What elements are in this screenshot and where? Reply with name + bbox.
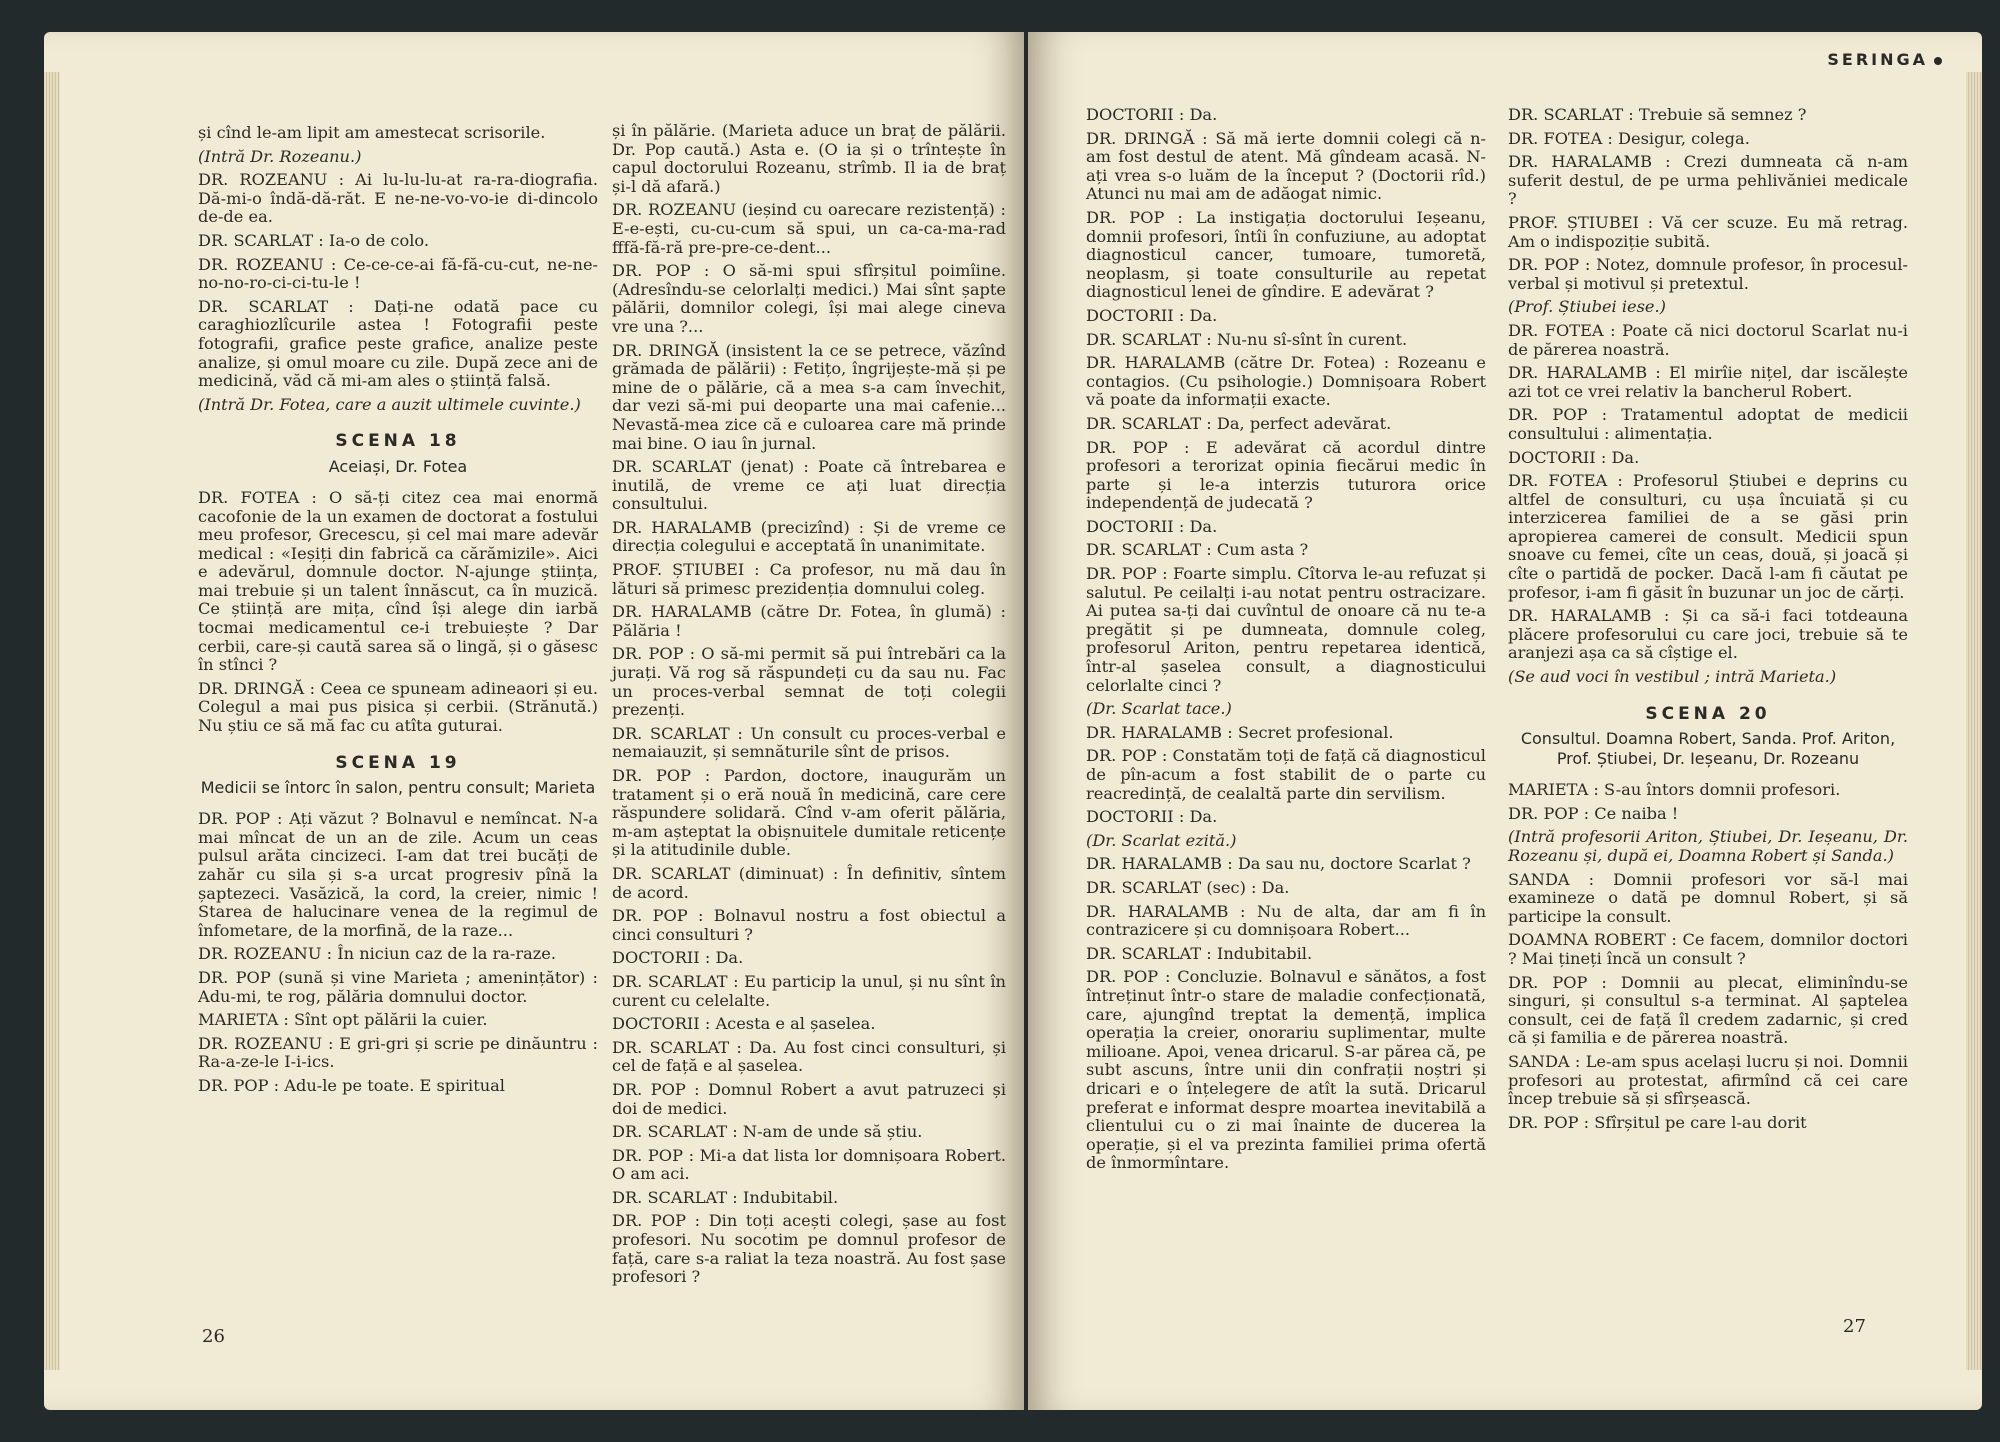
line-text: Vă cer scuze. Eu mă retrag. Am o indispoziție subită. [1508, 212, 1908, 251]
line-text: Domnii profesori vor să-l mai examineze o dată pe domnul Robert, și să participe la consult. [1508, 869, 1908, 926]
dialogue-line [612, 865, 1006, 902]
dialogue-line [1086, 518, 1486, 537]
speaker-name: DR. POP : [1086, 437, 1190, 457]
dialogue-line [198, 298, 598, 391]
speaker-name: DR. HARALAMB [612, 517, 752, 537]
line-text: Nu de alta, dar am fi în contrazicere și cu domnișoara Robert... [1086, 901, 1487, 940]
line-text: E gri-gri și scrie pe dinăuntru : Ra-a-ze-le I-i-ics. [198, 1033, 598, 1072]
right-page [1028, 32, 1982, 1410]
dialogue-line [1086, 903, 1486, 940]
line-text: Sfîrșitul pe care l-au dorit [1594, 1112, 1807, 1132]
running-head: SERINGA [1827, 50, 1942, 69]
speaker-name: DOCTORII : [612, 1014, 711, 1034]
left-page-column-1 [198, 124, 598, 1101]
dialogue-line [1086, 415, 1486, 434]
line-text: Sînt opt pălării la cuier. [294, 1010, 488, 1030]
line-text: Tratamentul adoptat de medicii consultului : alimentația. [1508, 405, 1908, 443]
dialogue-line [1086, 331, 1486, 350]
dialogue-line [1086, 354, 1486, 410]
speaker-name: DOCTORII : [1086, 105, 1185, 124]
dialogue-continuation: și cînd le-am lipit am amestecat scrisorile. [198, 123, 546, 142]
speaker-name: DR. SCARLAT : [198, 230, 324, 250]
line-text: Ai lu-lu-lu-at ra-ra-diografia. Dă-mi-o îndă-dă-răt. E ne-ne-vo-vo-ie di-dincolo de-de ea. [198, 170, 598, 227]
dialogue-line [612, 1015, 1006, 1034]
speaker-name: DOCTORII : [1508, 447, 1607, 467]
speaker-name: DR. HARALAMB : [1086, 722, 1233, 742]
dialogue-line [1086, 808, 1486, 827]
line-text: O să-ți citez cea mai enormă cacofonie de la un examen de doctorat a fostului meu profesor, Grecescu, și cel mai mare adevăr medical : «Ieșiți din fabrică ca cărămizile». Aici e adevărul, domnule doctor. N-ajunge știința, mai trebuie și un talent înnăscut, ca în muzică. Ce știință are mița, cînd își alege din iarbă tocmai medicamentul ce-i trebuiește ? Dar cerbii, care-și caută sarea să o lingă, și o găsesc în stînci ? [198, 487, 598, 675]
speaker-name: DR. SCARLAT [1086, 877, 1202, 897]
dialogue-line [1086, 106, 1486, 125]
line-text: Adu-le pe toate. E spiritual [284, 1075, 505, 1095]
speaker-name: DR. POP : [1086, 746, 1168, 766]
speaker-name: DR. FOTEA : [1508, 320, 1616, 340]
dialogue-line [1508, 322, 1908, 359]
speaker-name: DR. POP : [198, 1075, 280, 1095]
dialogue-line [198, 256, 598, 293]
line-text: E adevărat că acordul dintre profesori a terorizat opinia fiecărui medic în parte și le-a interzis tuturora orice independență de judecată ? [1086, 437, 1486, 513]
line-text: Pardon, doctore, inaugurăm un tratament și o eră nouă în medicină, care cere răspundere solidară. Cînd v-am oferit pălăria, m-am așteptat la obișnuitele dumitale reticențe și la atitudinile duble. [612, 766, 1006, 860]
speaker-name: DR. DRINGĂ [612, 340, 719, 360]
speaker-name: DR. ROZEANU : [198, 944, 333, 964]
dialogue-line [1508, 781, 1908, 800]
dialogue-line [198, 810, 598, 940]
speaker-name: DR. DRINGĂ : [198, 678, 316, 698]
line-text: (sună și vine Marieta ; amenințător) : Adu-mi, te rog, pălăria domnului doctor. [198, 967, 598, 1006]
dialogue-line [612, 1189, 1006, 1208]
dialogue-line [612, 907, 1006, 944]
dialogue-line [1086, 724, 1486, 743]
line-text: Și ca să-i faci totdeauna plăcere profesorului cu care joci, trebuie să te aranjezi așa ca să cîștige el. [1508, 606, 1909, 663]
speaker-name: DR. SCARLAT : [1086, 943, 1212, 963]
page-number-right: 27 [1843, 1316, 1866, 1337]
speaker-name: DR. POP : [612, 766, 711, 785]
dialogue-line [612, 561, 1006, 598]
dialogue-line [612, 949, 1006, 968]
line-text: Le-am spus același lucru și noi. Domnii profesori au protestat, afirmînd că cei care încep trebuie să și sfîrșească. [1508, 1051, 1908, 1109]
dialogue-line [1086, 879, 1486, 898]
speaker-name: DR. HARALAMB : [1086, 901, 1246, 921]
dialogue-line [1086, 565, 1486, 695]
line-text: Mi-a dat lista lor domnișoara Robert. O am aci. [612, 1145, 1006, 1184]
speaker-name: DR. HARALAMB [612, 602, 752, 622]
stage-direction: (Intră profesorii Ariton, Știubei, Dr. Ieșeanu, Dr. Rozeanu și, după ei, Doamna Robert și Sanda.) [1508, 827, 1908, 865]
line-text: (către Dr. Fotea, în glumă) : Pălăria ! [612, 602, 1006, 640]
speaker-name: DR. SCARLAT : [1086, 329, 1212, 349]
right-page-column-2 [1508, 106, 1908, 1137]
dialogue-line [1508, 106, 1908, 125]
dialogue-line [1086, 130, 1486, 204]
dialogue-line [1508, 256, 1908, 293]
line-text: (precizînd) : Și de vreme ce direcția colegului e acceptată în unanimitate. [612, 517, 1006, 556]
line-text: Ia-o de colo. [328, 230, 430, 250]
page-edges [44, 72, 60, 1370]
dialogue-line [612, 201, 1006, 257]
speaker-name: MARIETA : [1508, 780, 1599, 800]
line-text: Da. [1189, 807, 1218, 827]
speaker-name: DR. POP : [1086, 564, 1168, 584]
speaker-name: DR. HARALAMB : [1508, 152, 1671, 172]
line-text: Concluzie. Bolnavul e sănătos, a fost întreținut într-o stare de maladie confecționată, care, ajungînd treptat la demență, implica operația la creier, onorariu suplimentar, multe milioane. Apoi, venea dricarul. S-ar părea că, pe subt ascuns, între unii din confrații noștri și dricari e o înțelegere de atît la sută. Dricarul preferat e informat despre moartea inevitabilă a clientului cu o zi mai înainte de ducerea la operație, și el va prezinta familiei prima ofertă de înmormîntare. [1086, 967, 1486, 1173]
line-text: Da. [1611, 447, 1640, 467]
speaker-name: DR. SCARLAT : [612, 723, 743, 743]
speaker-name: DR. HARALAMB : [1508, 363, 1661, 383]
line-text: Trebuie să semnez ? [1638, 105, 1807, 124]
line-text: Ce facem, domnilor doctori ? Mai țineți încă un consult ? [1508, 930, 1908, 968]
speaker-name: DR. POP : [1086, 967, 1171, 987]
line-text: Indubitabil. [742, 1187, 839, 1207]
speaker-name: DR. POP : [612, 1211, 701, 1231]
page-edges [1966, 72, 1982, 1370]
dialogue-line [1508, 153, 1908, 209]
line-text: Da, perfect adevărat. [1216, 413, 1392, 433]
line-text: Da. [715, 948, 744, 968]
speaker-name: DR. SCARLAT : [612, 1122, 738, 1142]
speaker-name: DR. DRINGĂ : [1086, 128, 1208, 148]
line-text: O să-mi spui sfîrșitul poimîine. (Adresîndu-se celorlalți medici.) Mai sînt șapte pălării, domnilor colegi, își mai alege cineva vre una ?... [612, 261, 1006, 336]
line-text: S-au întors domnii profesori. [1604, 780, 1841, 800]
right-page-column-1 [1086, 106, 1486, 1178]
stage-direction: (Intră Dr. Rozeanu.) [198, 146, 362, 166]
speaker-name: DR. FOTEA : [198, 487, 317, 507]
line-text: Secret profesional. [1237, 722, 1394, 742]
dialogue-line [612, 767, 1006, 860]
speaker-name: DR. HARALAMB [1086, 353, 1226, 373]
speaker-name: DR. POP : [1508, 972, 1607, 992]
dialogue-line [612, 1147, 1006, 1184]
line-text: Profesorul Știubei e deprins cu altfel de consulturi, cu ușa încuiată și cu interzicerea familiei de a se găsi prin apropierea camerei de consult. Medicii spun snoave cu femei, cîte un ceas, două, și joacă și cîte o partidă de pocker. Dacă l-am fi căutat pe profesor, i-am fi găsit în buzunar un joc de cărți. [1508, 471, 1908, 602]
dialogue-line [612, 458, 1006, 514]
dialogue-line [612, 1212, 1006, 1286]
speaker-name: DR. ROZEANU : [198, 1033, 334, 1053]
line-text: Din toți acești colegi, șase au fost profesori. Nu socotim pe domnul profesor de față, care s-a raliat la teza noastră. Au fost șase profesori ? [612, 1211, 1006, 1287]
dialogue-line [1508, 1053, 1908, 1109]
line-text: Indubitabil. [1216, 943, 1313, 963]
line-text: Ce-ce-ce-ai fă-fă-cu-cut, ne-ne-no-no-ro-ci-ci-tu-le ! [198, 254, 598, 293]
scene-19-title: SCENA 19 [335, 752, 461, 773]
speaker-name: PROF. ȘTIUBEI : [1508, 212, 1654, 232]
line-text: Poate că nici doctorul Scarlat nu-i de părerea noastră. [1508, 320, 1908, 359]
stage-direction: (Dr. Scarlat ezită.) [1086, 830, 1237, 850]
speaker-name: DR. ROZEANU [612, 200, 737, 220]
speaker-name: DR. POP : [612, 644, 696, 664]
speaker-name: DOAMNA ROBERT : [1508, 930, 1677, 950]
speaker-name: DR. SCARLAT [612, 863, 731, 883]
speaker-name: DR. SCARLAT : [198, 296, 354, 316]
dialogue-line [198, 1035, 598, 1072]
line-text: Acesta e al șaselea. [715, 1014, 876, 1034]
dialogue-line [612, 1039, 1006, 1076]
dialogue-line [1086, 945, 1486, 964]
dialogue-line [1086, 747, 1486, 803]
line-text: Constatăm toți de față că diagnosticul de pîn-acum a fost stabilit de o parte cu reacredință, de cealaltă parte din servilism. [1086, 746, 1486, 803]
dialogue-line [1086, 855, 1486, 874]
speaker-name: DOCTORII : [1086, 305, 1185, 325]
speaker-name: DR. POP : [1508, 1112, 1590, 1132]
scene-20-subtitle: Consultul. Doamna Robert, Sanda. Prof. Ariton, Prof. Știubei, Dr. Ieșeanu, Dr. Rozeanu [1520, 729, 1896, 769]
line-text: Ați văzut ? Bolnavul e nemîncat. N-a mai mîncat de un an de zile. Acum un ceas pulsul arăta cincizeci. I-am dat trei bucăți de zahăr cu sila și s-a urcat progresiv pînă la șaptezeci. Vasăzică, la cord, la creier, nimic ! Starea de halucinare venea de la regimul de înfometare, de la morfină, de la raze... [198, 809, 598, 940]
dialogue-line [612, 725, 1006, 762]
dialogue-line [1508, 214, 1908, 251]
stage-direction: (Dr. Scarlat tace.) [1086, 699, 1232, 719]
dialogue-line [1086, 968, 1486, 1173]
line-text: Eu particip la unul, și nu sînt în curent cu celelalte. [612, 971, 1006, 1010]
stage-direction: (Intră Dr. Fotea, care a auzit ultimele cuvinte.) [198, 394, 581, 414]
dialogue-line [612, 603, 1006, 640]
dialogue-line [1086, 439, 1486, 513]
line-text: (diminuat) : În definitiv, sîntem de acord. [612, 863, 1006, 902]
speaker-name: SANDA : [1508, 869, 1595, 889]
line-text: Desigur, colega. [1618, 128, 1750, 148]
speaker-name: DR. FOTEA : [1508, 471, 1623, 491]
page-number-left: 26 [202, 1326, 225, 1347]
line-text: Da. Au fost cinci consulturi, și cel de față e al șaselea. [612, 1037, 1006, 1076]
dialogue-line [612, 973, 1006, 1010]
speaker-name: DR. SCARLAT : [1086, 540, 1212, 560]
speaker-name: DR. POP : [1086, 207, 1183, 227]
speaker-name: DR. POP : [1508, 255, 1591, 275]
line-text: Un consult cu proces-verbal e nemaiauzit, și semnăturile sînt de prisos. [612, 723, 1006, 762]
line-text: (jenat) : Poate că întrebarea e inutilă, de vreme ce ați luat direcția consultului. [612, 457, 1006, 514]
speaker-name: MARIETA : [198, 1010, 289, 1030]
line-text: Notez, domnule profesor, în procesul-verbal și motivul și pretextul. [1508, 255, 1908, 293]
dialogue-line [1086, 541, 1486, 560]
dialogue-line [198, 171, 598, 227]
dialogue-line [612, 645, 1006, 719]
line-text: (ieșind cu oarecare rezistență) : E-e-ești, cu-cu-cum să spui, un ca-ca-ma-rad fffă-fă-ră pre-pre-ce-dent... [612, 200, 1006, 257]
speaker-name: DOCTORII : [1086, 807, 1185, 827]
speaker-name: DR. HARALAMB : [1086, 854, 1233, 874]
line-text: Cum asta ? [1216, 540, 1309, 560]
line-text: N-am de unde să știu. [742, 1122, 923, 1142]
line-text: Nu-nu sî-sînt în curent. [1216, 329, 1408, 349]
speaker-name: DR. FOTEA : [1508, 128, 1613, 148]
line-text: El mirîie nițel, dar iscălește azi tot ce vrei relativ la bancherul Robert. [1508, 363, 1909, 401]
dialogue-line [1086, 209, 1486, 302]
dialogue-line [198, 489, 598, 675]
dialogue-line [1508, 406, 1908, 443]
speaker-name: DR. SCARLAT : [612, 971, 739, 991]
dialogue-line [1508, 449, 1908, 468]
line-text: Ca profesor, nu mă dau în lături să primesc prezidenția domnului coleg. [612, 560, 1006, 598]
dialogue-line [198, 945, 598, 964]
line-text: La instigația doctorului Ieșeanu, domnii profesori, întîi în confuziune, au adoptat diagnosticul cancer, tumoare, tumoretă, neoplasm, și toate consulturile au repetat diagnosticul lenei de gîndire. E adevărat ? [1086, 207, 1486, 302]
left-page-column-2 [612, 122, 1006, 1292]
speaker-name: DR. POP : [612, 906, 704, 926]
line-text: Ce naiba ! [1594, 803, 1679, 823]
line-text: Da. [1189, 516, 1218, 536]
speaker-name: DR. SCARLAT : [1508, 105, 1634, 124]
line-text: Foarte simplu. Cîtorva le-au refuzat și salutul. Pe ceilalți i-au notat pentru ostracizare. Ai putea sa-ți dai cuvîntul de onoare că nu te-a pregătit și pe dumneata, domnule coleg, profesorul Ariton, pentru repetarea identică, într-al șaselea consult, a diagnosticului celorlalte cinci ? [1086, 564, 1486, 695]
scene-19-subtitle: Medicii se întorc în salon, pentru consult; Marieta [200, 778, 596, 798]
speaker-name: DR. HARALAMB : [1508, 606, 1670, 626]
dialogue-line [1508, 871, 1908, 927]
scene-18-subtitle: Aceiași, Dr. Fotea [328, 456, 468, 476]
dialogue-line [198, 969, 598, 1006]
line-text: Dați-ne odată pace cu caraghiozlîcurile astea ! Fotografii peste fotografii, grafice peste grafice, analize peste analize, și omul moare cu zile. După zece ani de medicină, văd că mi-am ales o știință falsă. [198, 296, 598, 391]
speaker-name: DR. POP : [1508, 405, 1608, 425]
line-text: (către Dr. Fotea) : Rozeanu e contagios. (Cu psihologie.) Domnișoara Robert vă poate da informații exacte. [1086, 353, 1487, 410]
line-text: Crezi dumneata că n-am suferit destul, de pe urma pehlivăniei medicale ? [1508, 152, 1908, 209]
dialogue-line [1508, 364, 1908, 401]
speaker-name: DR. POP : [612, 261, 710, 281]
dialogue-line [612, 1123, 1006, 1142]
stage-direction: (Se aud voci în vestibul ; intră Marieta.) [1508, 667, 1837, 687]
speaker-name: DR. ROZEANU : [198, 170, 345, 190]
bullet-icon [1934, 57, 1942, 65]
speaker-name: DOCTORII : [1086, 516, 1185, 536]
dialogue-line [1508, 1114, 1908, 1133]
dialogue-line [1086, 307, 1486, 326]
dialogue-line [612, 519, 1006, 556]
dialogue-line [1508, 472, 1908, 602]
line-text: (insistent la ce se petrece, văzînd grămada de pălării) : Fetițo, îngrijește-mă și pe mine de o pălărie, că a mea s-a cam învechit, dar vezi să-mi pui deoparte una mai cafenie... Nevastă-mea zice că e culoarea care mă prinde mai bine. O iau în jurnal. [612, 340, 1006, 453]
dialogue-line [198, 680, 598, 736]
line-text: Domnul Robert a avut patruzeci și doi de medici. [612, 1079, 1006, 1118]
line-text: O să-mi permit să pui întrebări ca la jurați. Vă rog să răspundeți cu da sau nu. Fac un proces-verbal semnat de toți colegii prezenți. [612, 644, 1006, 720]
left-page [44, 32, 1024, 1410]
speaker-name: DOCTORII : [612, 948, 711, 968]
dialogue-line [612, 262, 1006, 336]
speaker-name: DR. SCARLAT : [612, 1037, 742, 1057]
speaker-name: DR. POP [198, 967, 271, 987]
speaker-name: DR. SCARLAT : [1086, 413, 1212, 433]
speaker-name: DR. POP : [612, 1079, 700, 1099]
line-text: (sec) : Da. [1206, 877, 1290, 897]
dialogue-line [1508, 974, 1908, 1048]
line-text: În niciun caz de la ra-raze. [337, 944, 556, 964]
speaker-name: DR. POP : [198, 809, 283, 829]
line-text: Bolnavul nostru a fost obiectul a cinci consulturi ? [612, 906, 1006, 944]
dialogue-line [1508, 607, 1908, 663]
dialogue-continuation: și în pălărie. (Marieta aduce un braț de pălării. Dr. Pop caută.) Asta e. (O ia și o trîntește în capul doctorului Rozeanu, strîmb. Il ia de braț și-l dă afară.) [612, 121, 1006, 196]
speaker-name: DR. POP : [1508, 803, 1590, 823]
dialogue-line [1508, 931, 1908, 968]
dialogue-line [198, 232, 598, 251]
line-text: Domnii au plecat, eliminîndu-se singuri, și consultul s-a terminat. Al șaptelea consult, cei de față îl credem zadarnic, și cred că și familia e de părerea noastră. [1508, 972, 1908, 1048]
speaker-name: DR. SCARLAT [612, 457, 732, 477]
speaker-name: SANDA : [1508, 1051, 1581, 1071]
stage-direction: (Prof. Știubei iese.) [1508, 297, 1666, 317]
line-text: Da sau nu, doctore Scarlat ? [1237, 854, 1471, 874]
speaker-name: DR. POP : [612, 1145, 695, 1165]
scene-20-title: SCENA 20 [1645, 703, 1771, 724]
line-text: Să mă ierte domnii colegi că n-am fost destul de atent. Mă gîndeam acasă. N-ați vrea s-o luăm de la început ? (Doctorii rîd.) Atunci nu mai am de adăogat nimic. [1086, 128, 1486, 204]
dialogue-line [1508, 805, 1908, 824]
dialogue-line [198, 1011, 598, 1030]
scene-18-title: SCENA 18 [335, 431, 461, 452]
speaker-name: PROF. ȘTIUBEI : [612, 560, 760, 580]
line-text: Da. [1189, 305, 1218, 325]
dialogue-line [612, 1081, 1006, 1118]
line-text: Da. [1189, 105, 1218, 124]
dialogue-line [198, 1077, 598, 1096]
line-text: Ceea ce spuneam adineaori și eu. Colegul a mai pus pisica și cerbii. (Strănută.) Nu știu ce să mă fac cu atîta guturai. [198, 678, 598, 736]
speaker-name: DR. ROZEANU : [198, 254, 337, 274]
dialogue-line [1508, 130, 1908, 149]
dialogue-line [612, 342, 1006, 454]
speaker-name: DR. SCARLAT : [612, 1187, 738, 1207]
